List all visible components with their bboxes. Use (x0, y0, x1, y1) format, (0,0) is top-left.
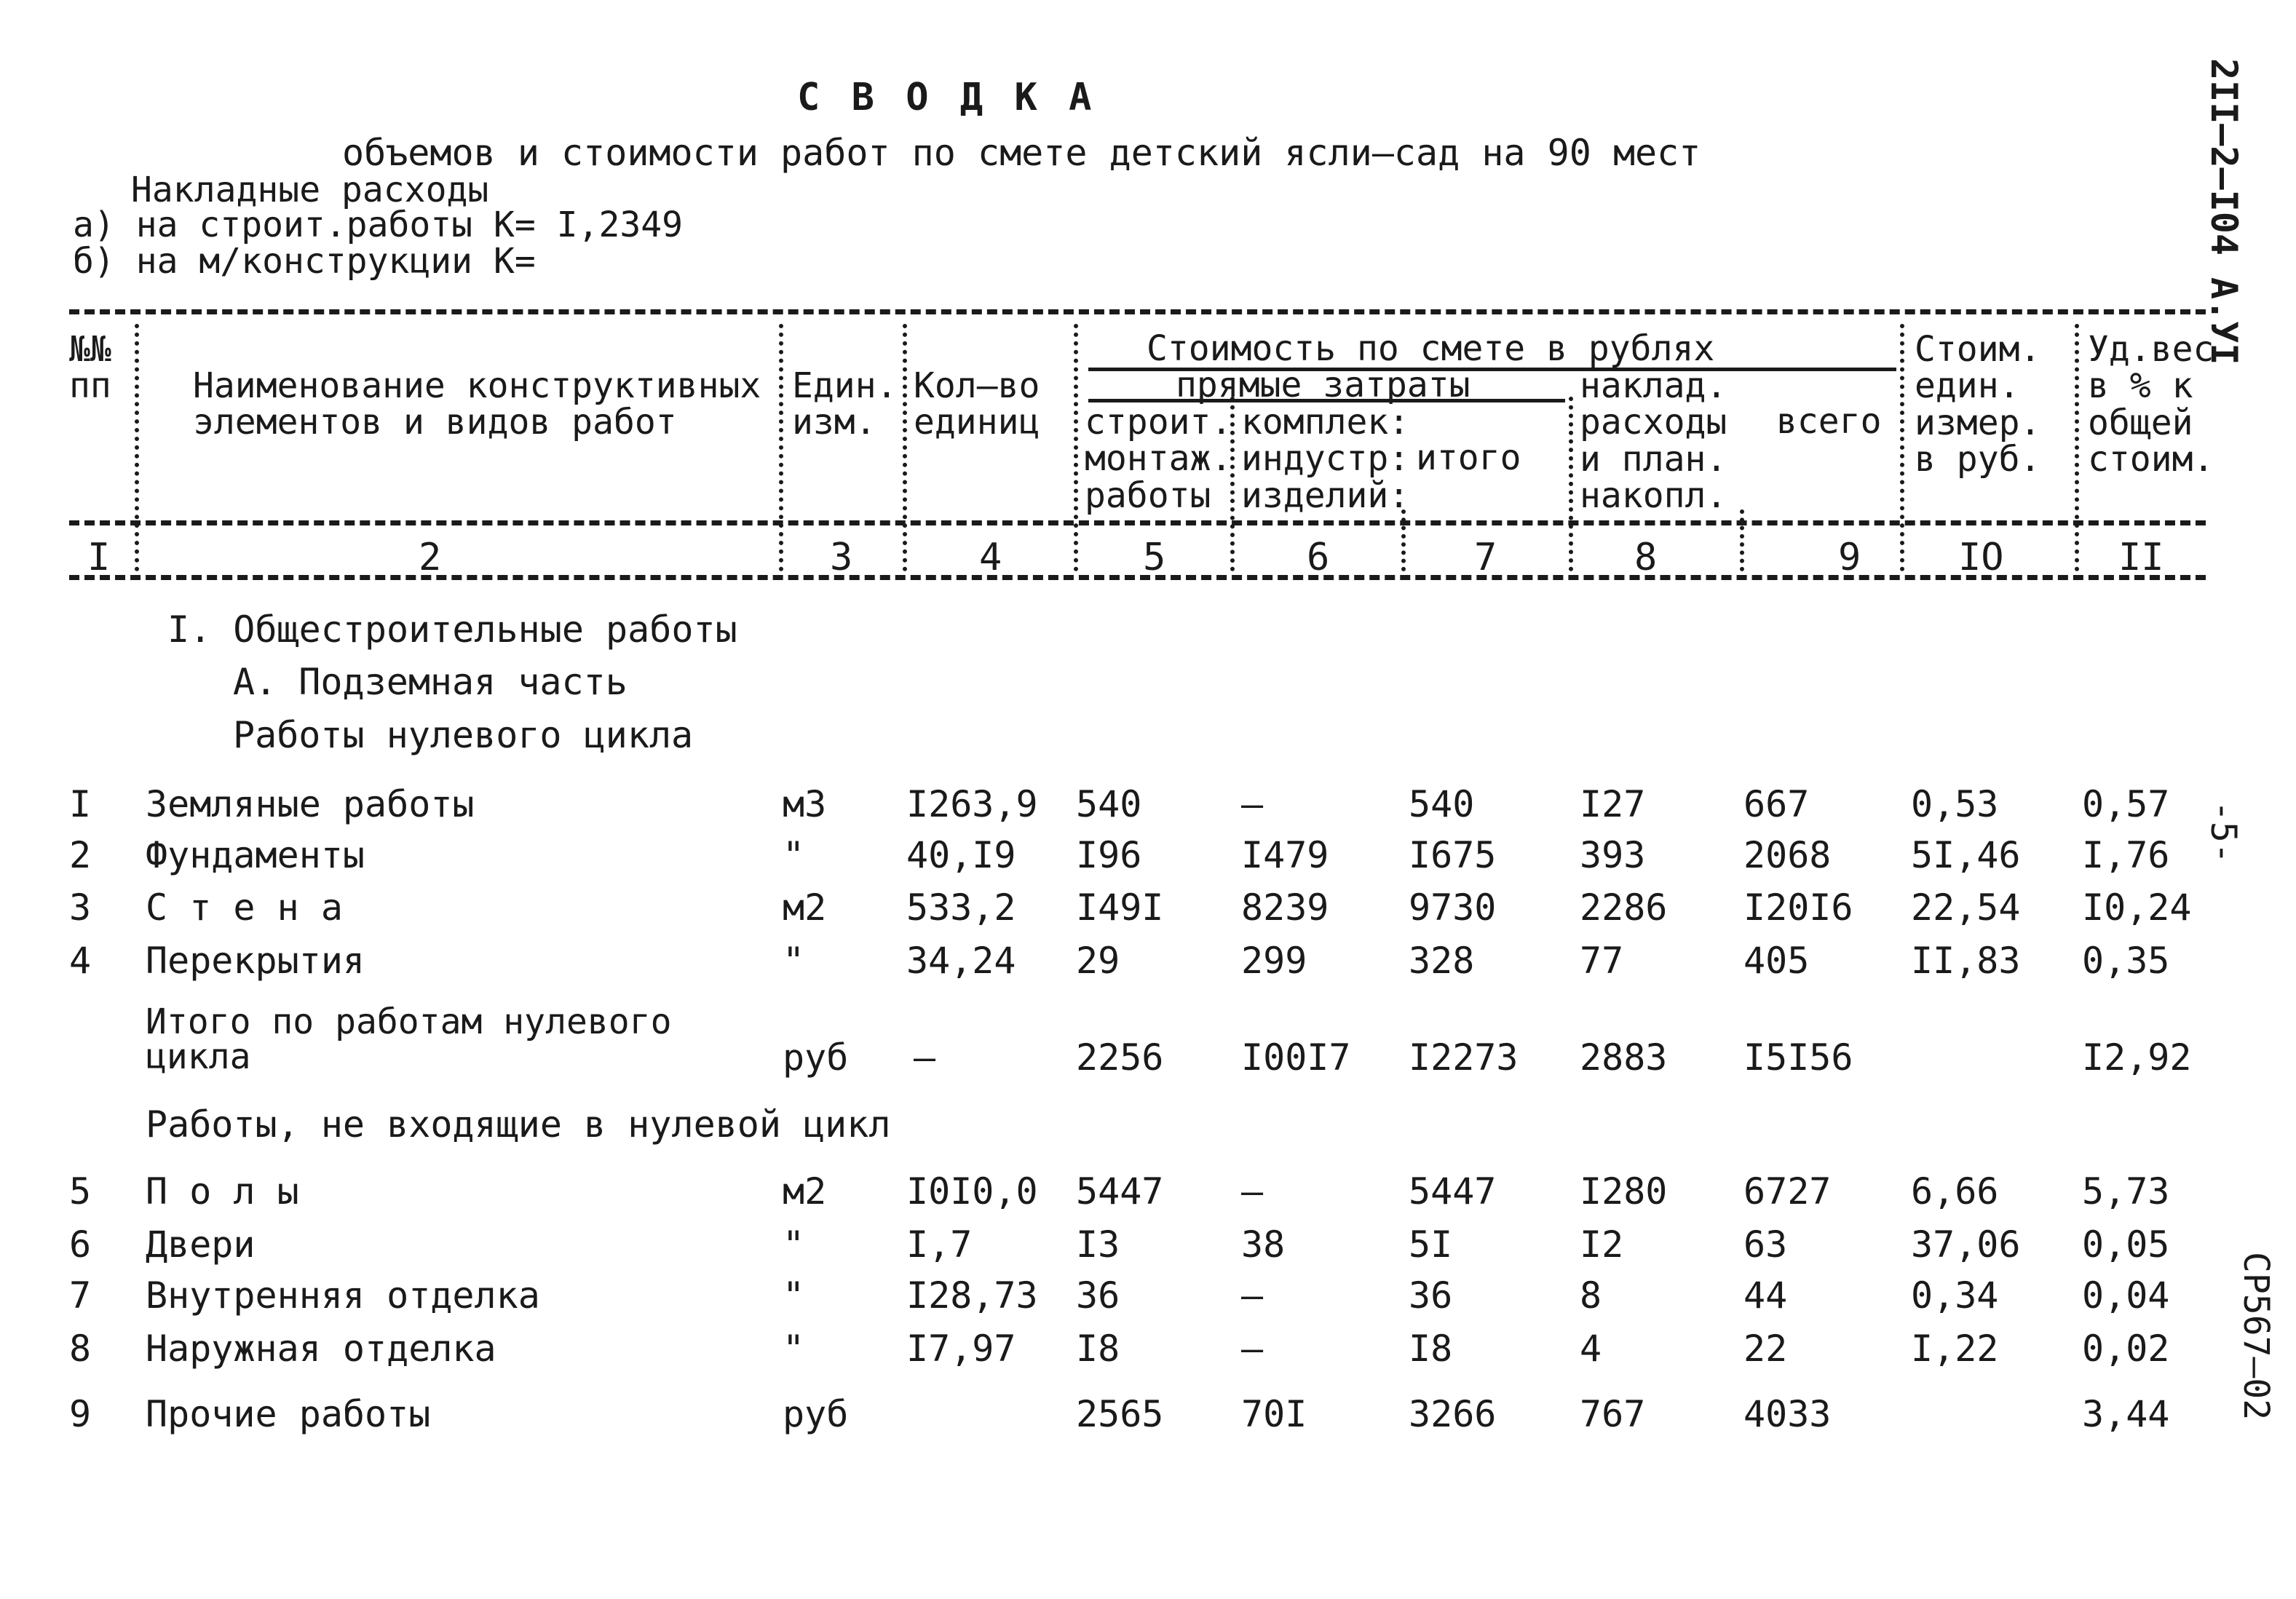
col-header-total-direct: итого (1416, 437, 1521, 478)
cell-name: Двери (146, 1223, 256, 1266)
cell-c9: 44 (1743, 1274, 1788, 1317)
cell-c10: 37,06 (1911, 1223, 2021, 1266)
col-sep (135, 324, 139, 571)
section-underground: А. Подземная часть (233, 661, 628, 703)
cell-qty: I263,9 (906, 783, 1038, 825)
cell-name: С т е н а (146, 886, 343, 929)
col-number: I (87, 536, 111, 579)
col-number: 9 (1838, 536, 1861, 579)
cell-c9: 4033 (1743, 1393, 1832, 1435)
cell-n: 5 (69, 1170, 92, 1213)
cell-c5: 5447 (1076, 1170, 1164, 1213)
cell-unit: " (783, 1223, 805, 1266)
col-sep (1740, 509, 1744, 571)
col-sep (779, 324, 783, 571)
overhead-title: Накладные расходы (131, 170, 489, 210)
cell-name: П о л ы (146, 1170, 299, 1213)
col-header-grand-total: всего (1776, 401, 1882, 442)
section-non-zero-cycle: Работы, не входящие в нулевой цикл (146, 1103, 891, 1146)
col-number: II (2118, 536, 2164, 579)
header-rule-top (69, 309, 2206, 314)
cell-c9: 6727 (1743, 1170, 1832, 1213)
subtotal-overhead: 2883 (1580, 1036, 1668, 1079)
cell-c9: 667 (1743, 783, 1810, 825)
cell-n: 3 (69, 886, 92, 929)
page-mark: -5- (2203, 801, 2244, 864)
cell-c6: – (1241, 1328, 1264, 1370)
cell-qty: I28,73 (906, 1274, 1038, 1317)
col-number: 2 (419, 536, 442, 579)
cell-name: Внутренняя отделка (146, 1274, 540, 1317)
cell-c5: I49I (1076, 886, 1164, 929)
doc-title: С В О Д К А (797, 76, 1096, 119)
cell-unit: " (783, 940, 805, 982)
cell-n: 4 (69, 940, 92, 982)
col-header-qty: Кол–во единиц (914, 365, 1040, 443)
cell-c11: I0,24 (2082, 886, 2192, 929)
col-header-industrial: комплек: индустр: изделий: (1241, 402, 1410, 516)
cell-c8: 77 (1580, 940, 1624, 982)
cell-c8: I280 (1580, 1170, 1668, 1213)
cell-c9: 22 (1743, 1328, 1788, 1370)
cell-c11: I,76 (2082, 834, 2170, 876)
cell-unit: м2 (783, 1170, 827, 1213)
col-sep (2075, 324, 2079, 571)
cell-qty: I7,97 (906, 1328, 1016, 1370)
overhead-line-b: б) на м/конструкции К= (73, 241, 536, 282)
cell-c11: 0,35 (2082, 940, 2170, 982)
cell-c11: 0,02 (2082, 1328, 2170, 1370)
cell-qty: I0I0,0 (906, 1170, 1038, 1213)
cell-qty: I,7 (906, 1223, 973, 1266)
col-sep (1401, 509, 1406, 571)
section-general-works: I. Общестроительные работы (167, 608, 737, 651)
cell-c7: 540 (1409, 783, 1475, 825)
doc-subtitle: объемов и стоимости работ по смете детский ясли–сад на 90 мест (342, 132, 1701, 174)
cell-c6: 299 (1241, 940, 1307, 982)
col-header-unit: Един. изм. (792, 365, 898, 443)
cell-c8: 767 (1580, 1393, 1646, 1435)
cell-c5: 36 (1076, 1274, 1120, 1317)
cell-c7: 5447 (1409, 1170, 1497, 1213)
cell-c8: I2 (1580, 1223, 1624, 1266)
cell-name: Перекрытия (146, 940, 365, 982)
cell-c7: 328 (1409, 940, 1475, 982)
cell-c6: 8239 (1241, 886, 1329, 929)
cell-c10: 22,54 (1911, 886, 2021, 929)
cell-unit: " (783, 1274, 805, 1317)
col-header-name: Наименование конструктивных элементов и видов работ (193, 365, 761, 443)
archive-stamp: СР567–02 (2236, 1252, 2276, 1421)
cell-c10: 6,66 (1911, 1170, 1999, 1213)
col-number: 5 (1143, 536, 1166, 579)
cell-c5: 29 (1076, 940, 1120, 982)
cell-n: 7 (69, 1274, 92, 1317)
header-rule-bottom (69, 575, 2206, 580)
col-header-cost-group: Стоимость по смете в рублях (1147, 328, 1715, 369)
col-header-direct-costs: прямые затраты (1176, 365, 1470, 405)
cell-c6: 70I (1241, 1393, 1307, 1435)
cell-c5: 2565 (1076, 1393, 1164, 1435)
col-number: 6 (1307, 536, 1330, 579)
cell-c7: I675 (1409, 834, 1497, 876)
subtotal-label: Итого по работам нулевого цикла (146, 1001, 672, 1077)
cell-c5: I8 (1076, 1328, 1120, 1370)
cell-unit: руб (783, 1393, 849, 1435)
cell-c8: 8 (1580, 1274, 1602, 1317)
subtotal-direct: I2273 (1409, 1036, 1519, 1079)
section-zero-cycle: Работы нулевого цикла (233, 714, 694, 756)
cell-c10: I,22 (1911, 1328, 1999, 1370)
subtotal-qty: – (914, 1036, 936, 1079)
col-sep (1074, 324, 1078, 571)
cell-c5: I96 (1076, 834, 1142, 876)
doc-code-vertical: 2II–2–I04 А.УI (2203, 58, 2245, 365)
col-header-no: №№ пп (69, 329, 111, 407)
cell-c10: 0,34 (1911, 1274, 1999, 1317)
col-header-overhead: наклад. расходы и план. накопл. (1580, 365, 1727, 517)
cell-c6: – (1241, 1274, 1264, 1317)
cell-c8: 2286 (1580, 886, 1668, 929)
cell-c11: 0,04 (2082, 1274, 2170, 1317)
col-number: 4 (979, 536, 1002, 579)
cell-c6: 38 (1241, 1223, 1286, 1266)
cell-n: 6 (69, 1223, 92, 1266)
cell-c8: 4 (1580, 1328, 1602, 1370)
cell-name: Фундаменты (146, 834, 365, 876)
cell-c11: 0,05 (2082, 1223, 2170, 1266)
cell-c5: 540 (1076, 783, 1142, 825)
cell-unit: м2 (783, 886, 827, 929)
cell-c9: 63 (1743, 1223, 1788, 1266)
col-number: 8 (1634, 536, 1658, 579)
cell-unit: " (783, 1328, 805, 1370)
col-sep (903, 324, 907, 571)
col-sep (1900, 324, 1904, 571)
cell-c6: I479 (1241, 834, 1329, 876)
cell-c8: 393 (1580, 834, 1646, 876)
subtotal-construction: 2256 (1076, 1036, 1164, 1079)
cell-qty: 40,I9 (906, 834, 1016, 876)
cell-n: 9 (69, 1393, 92, 1435)
cell-name: Наружная отделка (146, 1328, 496, 1370)
col-header-construction: строит. монтаж. работы (1085, 402, 1232, 516)
cell-qty: 533,2 (906, 886, 1016, 929)
cell-c7: 36 (1409, 1274, 1453, 1317)
cell-c5: I3 (1076, 1223, 1120, 1266)
overhead-line-a: а) на строит.работы К= I,2349 (73, 205, 684, 245)
cell-c11: 5,73 (2082, 1170, 2170, 1213)
cell-c6: – (1241, 1170, 1264, 1213)
cell-unit: " (783, 834, 805, 876)
cell-c11: 3,44 (2082, 1393, 2170, 1435)
header-rule-mid (69, 520, 2206, 525)
cell-n: 2 (69, 834, 92, 876)
cell-n: 8 (69, 1328, 92, 1370)
cell-qty: 34,24 (906, 940, 1016, 982)
cell-c10: II,83 (1911, 940, 2021, 982)
cell-unit: м3 (783, 783, 827, 825)
cell-name: Земляные работы (146, 783, 475, 825)
cell-c7: 5I (1409, 1223, 1453, 1266)
cell-c10: 5I,46 (1911, 834, 2021, 876)
subtotal-unit: руб (783, 1036, 849, 1079)
cell-c11: 0,57 (2082, 783, 2170, 825)
cell-c8: I27 (1580, 783, 1646, 825)
cell-c10: 0,53 (1911, 783, 1999, 825)
col-number: 3 (830, 536, 853, 579)
col-number: IO (1958, 536, 2004, 579)
col-header-unit-cost: Стоим. един. измер. в руб. (1915, 329, 2041, 480)
cell-n: I (69, 783, 92, 825)
cell-name: Прочие работы (146, 1393, 431, 1435)
subtotal-industrial: I00I7 (1241, 1036, 1351, 1079)
cell-c9: 405 (1743, 940, 1810, 982)
cell-c7: 3266 (1409, 1393, 1497, 1435)
col-sep (1569, 397, 1573, 571)
cell-c9: 2068 (1743, 834, 1832, 876)
cell-c9: I20I6 (1743, 886, 1853, 929)
cell-c6: – (1241, 783, 1264, 825)
subtotal-share: I2,92 (2082, 1036, 2192, 1079)
cell-c7: I8 (1409, 1328, 1453, 1370)
col-number: 7 (1474, 536, 1497, 579)
subtotal-total: I5I56 (1743, 1036, 1853, 1079)
cell-c7: 9730 (1409, 886, 1497, 929)
col-header-share: Уд.вес в % к общей стоим. (2088, 329, 2214, 480)
